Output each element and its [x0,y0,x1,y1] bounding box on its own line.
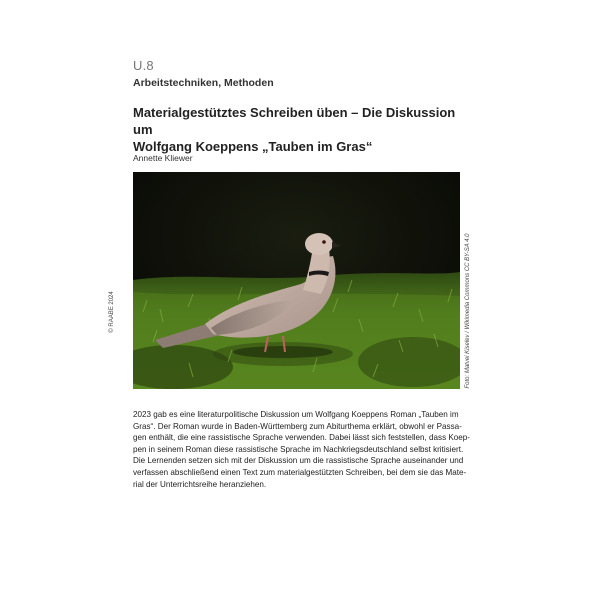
page-title [133,104,463,155]
paragraph-line: gen enthält, die eine rassistische Sprache verwenden. Dabei lässt sich feststellen, dass Koep- [133,433,470,443]
paragraph-line: 2023 gab es eine literaturpolitische Diskussion um Wolfgang Koeppens Roman „Tauben im [133,410,459,419]
paragraph-line: pen in seinem Roman diese rassistische Sprache im Nachkriegsdeutschland selbst kritisiert. [133,444,464,454]
category-label: Arbeitstechniken, Methoden [133,77,274,89]
paragraph-line: rial der Unterrichtsreihe heranziehen. [133,479,267,489]
author-name: Annette Kliewer [133,153,193,163]
title-line-1: Materialgestütztes Schreiben üben – Die Diskussion um [133,105,456,137]
photo-credit: Foto: Matvei Kiselev / Wikimedia Commons CC BY-SA 4.0 [465,233,471,389]
unit-number: U.8 [133,58,154,73]
paragraph-line: Gras“. Der Roman wurde in Baden-Württemberg zum Abiturthema erklärt, obwohl er Passa- [133,421,462,431]
dove-illustration [133,172,460,389]
title-line-2: Wolfgang Koeppens „Tauben im Gras“ [133,139,373,154]
intro-paragraph [133,409,470,490]
copyright-note: © RAABE 2024 [109,291,115,333]
paragraph-line: Die Lernenden setzen sich mit der Diskussion um die rassistische Sprache auseinander und [133,456,464,466]
paragraph-line: verfassen abschließend einen Text zum materialgestützten Schreiben, bei dem sie das Mate- [133,467,467,477]
dove-photo [133,172,460,389]
